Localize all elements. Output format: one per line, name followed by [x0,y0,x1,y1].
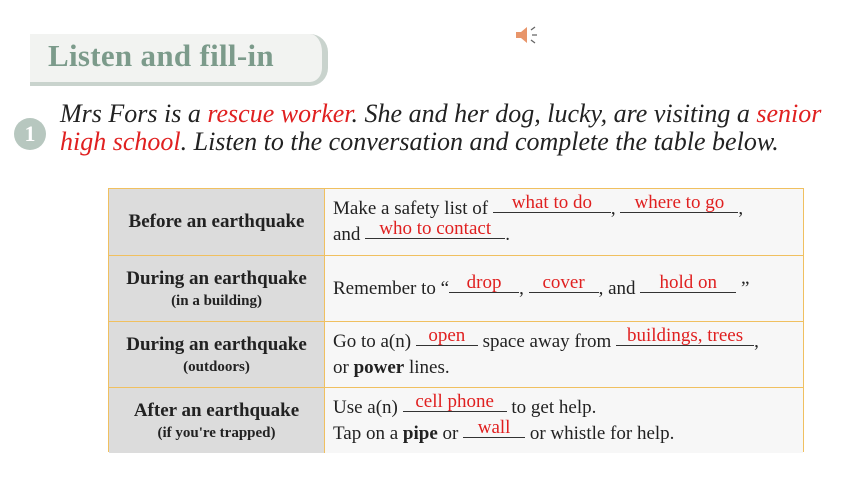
text-segment: Use a(n) [333,396,403,418]
bold-power: power [353,356,405,378]
text-segment: After an earthquake [133,399,300,421]
row-label [109,322,325,387]
row-label [109,256,325,321]
answer-blank[interactable]: cover [529,274,599,293]
answer-blank[interactable]: wall [463,419,525,438]
row-content [325,256,803,321]
table-row [109,387,803,453]
answer-blank[interactable]: cell phone [403,393,507,412]
text-segment: (outdoors) [183,358,250,375]
row-label [109,388,325,453]
text-segment: . [505,224,510,245]
text-segment: Mrs Fors is a [60,99,208,128]
text-segment: space away from [477,330,617,352]
answer-blank[interactable]: buildings, trees [616,327,754,346]
answer-blank[interactable]: what to do [493,194,611,213]
text-segment: Tap on a [333,422,403,444]
text-segment: and [333,224,366,245]
text-segment: , and [598,277,641,299]
text-segment: Go to a(n) [333,330,416,352]
text-segment: to get help. [506,396,597,418]
text-segment: (if you're trapped) [157,424,276,441]
bold-pipe: pipe [402,422,438,444]
answer-blank[interactable]: drop [449,274,519,293]
text-segment: , [738,198,744,219]
text-segment: or [437,422,464,444]
text-segment: . Listen to the conversation and complete the table below. [180,127,779,156]
text-segment: During an earthquake [126,333,307,355]
table-row [109,321,803,387]
text-segment: . She and her dog, lucky, are visiting a [351,99,757,128]
answer-blank[interactable]: open [416,327,478,346]
table-row [109,189,803,255]
text-segment: , [754,330,759,352]
highlight-rescue-worker: rescue worker [207,99,352,128]
text-segment: or [333,356,354,378]
highlight-senior-high-school: senior high school [60,99,822,156]
intro-paragraph [60,100,850,156]
fill-in-table [108,188,804,452]
text-segment: or whistle for help. [525,422,675,444]
step-number-badge: 1 [14,118,46,150]
text-segment: , [610,198,621,219]
text-segment: lines. [404,356,450,378]
table-row [109,255,803,321]
text-segment: Before an earthquake [128,211,305,232]
row-content [325,322,803,387]
answer-blank[interactable]: who to contact [365,220,505,239]
row-content [325,388,803,453]
text-segment: (in a building) [171,292,262,309]
text-segment: , [519,277,529,299]
row-content [325,189,803,255]
text-segment: ” [736,277,750,299]
answer-blank[interactable]: where to go [620,194,738,213]
text-segment: Make a safety list of [333,198,493,219]
speaker-icon[interactable] [514,24,542,46]
answer-blank[interactable]: hold on [640,274,736,293]
row-label [109,189,325,255]
text-segment: During an earthquake [126,267,307,289]
page-title: Listen and fill-in [48,38,274,73]
text-segment: Remember to “ [333,277,450,299]
